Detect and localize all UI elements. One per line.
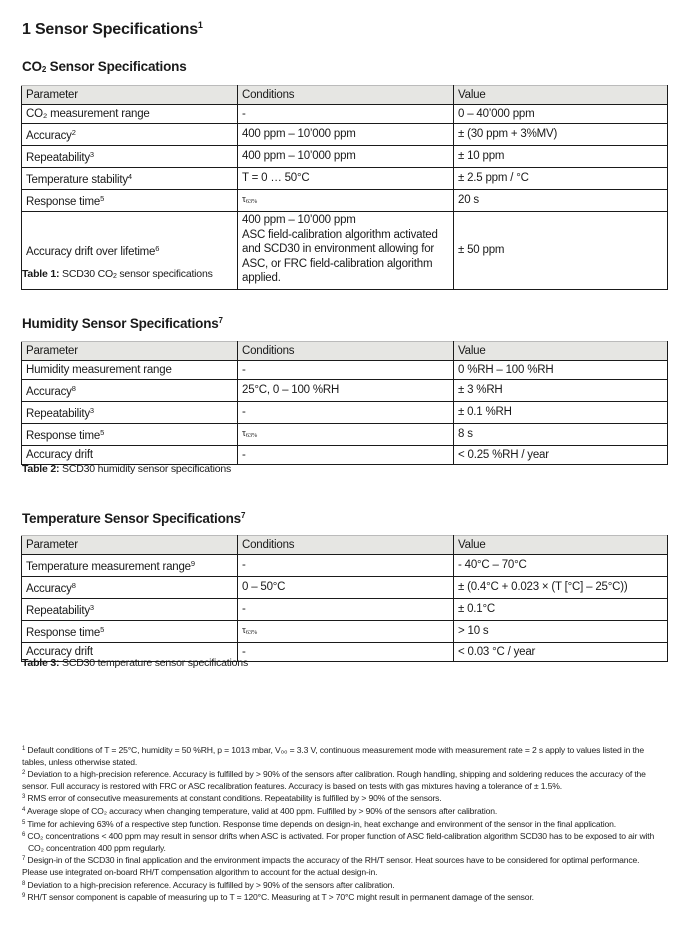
column-header: Value <box>454 536 668 555</box>
value-cell: ± 0.1°C <box>454 599 668 621</box>
parameter-cell <box>22 361 238 380</box>
heading-text: Temperature Sensor Specifications <box>22 511 241 526</box>
value-cell: < 0.25 %RH / year <box>454 446 668 465</box>
footnote-number: 9 <box>22 893 26 900</box>
humidity-section-heading <box>22 316 223 331</box>
conditions-cell <box>238 124 454 146</box>
tau-symbol <box>242 428 257 439</box>
footnote-ref: 7 <box>218 316 223 325</box>
value-cell: 8 s <box>454 424 668 446</box>
value-cell: ± (0.4°C + 0.023 × (T [°C] – 25°C)) <box>454 577 668 599</box>
footnote-ref: 9 <box>190 559 195 568</box>
conditions-cell <box>238 146 454 168</box>
conditions-text: 400 ppm – 10’000 ppm <box>242 128 356 140</box>
footnote-number: 4 <box>22 806 26 813</box>
table-row <box>22 599 668 621</box>
caption-text: SCD30 CO <box>59 268 113 280</box>
footnote-number: 6 <box>22 832 26 839</box>
footnote-number: 5 <box>22 819 26 826</box>
page-title-text: 1 Sensor Specifications <box>22 21 198 38</box>
caption-text: SCD30 humidity sensor specifications <box>59 463 232 475</box>
conditions-text: - <box>242 406 246 418</box>
value-cell: ± 2.5 ppm / °C <box>454 168 668 190</box>
table-row <box>22 361 668 380</box>
footnote-4 <box>22 805 662 818</box>
tau-label: τ <box>242 428 246 439</box>
table-row <box>22 105 668 124</box>
value-cell: 0 – 40’000 ppm <box>454 105 668 124</box>
footnote-text: Default conditions of T = 25°C, humidity = 50 %RH, p = 1013 mbar, V₀₀ = 3.3 V, continuous measurement mode with measurement rate = 2 s apply to values listed in the tables, unless otherwise stated. <box>22 745 645 767</box>
parameter-label: Accuracy drift <box>26 645 93 658</box>
footnote-ref: 3 <box>89 603 94 612</box>
parameter-label: Repeatability <box>26 152 90 164</box>
value-cell: ± 3 %RH <box>454 380 668 402</box>
tau-subscript: 63% <box>245 432 258 439</box>
footnote-ref: 8 <box>71 581 76 590</box>
caption-label: Table 2: <box>22 463 60 475</box>
table-2-caption <box>22 463 231 475</box>
parameter-label: Response time <box>26 430 101 442</box>
table-1-caption <box>22 268 213 280</box>
conditions-text: 0 – 50°C <box>242 581 286 593</box>
heading-subscript: 2 <box>41 65 47 74</box>
footnote-ref: 7 <box>240 511 246 520</box>
conditions-text: - <box>242 107 246 120</box>
column-header: Value <box>454 86 668 105</box>
footnote-text: Deviation to a high-precision reference. Accuracy is fulfilled by > 90% of the sensors after calibration. <box>25 879 395 890</box>
table-row <box>22 190 668 212</box>
page-title <box>22 20 203 39</box>
footnote-ref: 2 <box>71 128 76 137</box>
value-cell: ± (30 ppm + 3%MV) <box>454 124 668 146</box>
caption-label: Table 1: <box>22 268 60 280</box>
footnote-text: Time for achieving 63% of a respective step function. Response time depends on design-in, heat exchange and environment of the sensor in the final application. <box>25 818 617 829</box>
column-header: Parameter <box>22 536 238 555</box>
parameter-label: Accuracy <box>26 386 72 398</box>
parameter-cell <box>22 402 238 424</box>
column-header: Parameter <box>22 342 238 361</box>
heading-text: CO <box>22 59 42 74</box>
table-row <box>22 168 668 190</box>
tau-subscript: 63% <box>245 198 258 205</box>
footnote-text: RMS error of consecutive measurements at constant conditions. Repeatability is fulfilled by > 90% of the sensors. <box>25 793 442 804</box>
footnote-text: Deviation to a high-precision reference. Accuracy is fulfilled by > 90% of the sensors after calibration. Rough handling, shipping and soldering reduces the accuracy of the sensor. Full accuracy is restored with FRC or ASC recalibration features. Accuracy is based on tests with gas mixtures having a tolerance of ± 1.5%. <box>22 769 646 791</box>
parameter-cell <box>22 599 238 621</box>
conditions-cell <box>238 643 454 662</box>
caption-text-suffix: sensor specifications <box>116 268 213 280</box>
parameter-label: Accuracy drift over lifetime <box>26 245 156 258</box>
column-header: Conditions <box>238 342 454 361</box>
footnote-ref: 1 <box>197 20 203 30</box>
parameter-label: Response time <box>26 627 101 639</box>
conditions-text: T = 0 … 50°C <box>242 172 310 184</box>
value-cell: ± 10 ppm <box>454 146 668 168</box>
table-row <box>22 555 668 577</box>
footnote-ref: 5 <box>100 194 105 203</box>
conditions-text: - <box>242 363 246 376</box>
parameter-cell <box>22 124 238 146</box>
table-row <box>22 402 668 424</box>
value-cell: < 0.03 °C / year <box>454 643 668 662</box>
table-row <box>22 621 668 643</box>
conditions-cell <box>238 599 454 621</box>
tau-symbol <box>242 194 257 205</box>
table-header-row <box>22 536 668 555</box>
footnote-1 <box>22 744 662 768</box>
parameter-label: Repeatability <box>26 605 90 617</box>
conditions-text: 25°C, 0 – 100 %RH <box>242 384 340 396</box>
footnote-ref: 3 <box>89 150 94 159</box>
value-cell: > 10 s <box>454 621 668 643</box>
conditions-cell <box>238 555 454 577</box>
footnote-6 <box>22 830 662 854</box>
column-header: Conditions <box>238 86 454 105</box>
value-cell: 0 %RH – 100 %RH <box>454 361 668 380</box>
conditions-cell <box>238 105 454 124</box>
footnote-ref: 4 <box>127 172 132 181</box>
table-row <box>22 446 668 465</box>
parameter-cell <box>22 380 238 402</box>
footnote-text: Design-in of the SCD30 in final application and the environment impacts the accuracy of the RH/T sensor. Heat sources have to be considered for optimal performance. Please use integrated on-board RH/T compensation algorithm to account for the actual design-in. <box>22 855 640 877</box>
table-row <box>22 146 668 168</box>
table-row <box>22 380 668 402</box>
footnotes <box>22 744 662 904</box>
conditions-cell <box>238 424 454 446</box>
parameter-label: Accuracy <box>26 583 72 595</box>
parameter-cell <box>22 105 238 124</box>
co2-spec-table <box>21 85 668 290</box>
heading-text-suffix: Sensor Specifications <box>46 59 187 74</box>
footnote-ref: 6 <box>155 243 160 253</box>
conditions-cell <box>238 212 454 290</box>
tau-label: τ <box>242 194 246 205</box>
parameter-label: Accuracy drift <box>26 448 93 461</box>
column-header: Value <box>454 342 668 361</box>
footnote-7 <box>22 854 662 878</box>
value-cell: ± 50 ppm <box>454 212 668 290</box>
conditions-text: - <box>242 645 246 658</box>
column-header: Parameter <box>22 86 238 105</box>
parameter-label: CO₂ measurement range <box>26 107 150 120</box>
humidity-spec-table <box>21 341 668 465</box>
footnote-3 <box>22 792 662 805</box>
tau-label: τ <box>242 625 246 636</box>
table-header-row <box>22 86 668 105</box>
table-row <box>22 577 668 599</box>
parameter-cell <box>22 555 238 577</box>
footnote-8 <box>22 879 662 892</box>
parameter-cell <box>22 577 238 599</box>
footnote-text: Average slope of CO₂ accuracy when changing temperature, valid at 400 ppm. Fulfilled by > 90% of the sensors after calibration. <box>25 805 498 816</box>
conditions-cell <box>238 361 454 380</box>
tau-subscript: 63% <box>245 629 258 636</box>
footnote-number: 2 <box>22 770 26 777</box>
parameter-cell <box>22 168 238 190</box>
table-3-caption <box>22 657 248 669</box>
parameter-label: Repeatability <box>26 408 90 420</box>
footnote-2 <box>22 768 662 792</box>
caption-label: Table 3: <box>22 657 60 669</box>
conditions-text: - <box>242 603 246 615</box>
parameter-label: Temperature stability <box>26 174 128 186</box>
value-cell: 20 s <box>454 190 668 212</box>
footnote-ref: 5 <box>100 428 105 437</box>
footnote-text: CO₂ concentrations < 400 ppm may result in sensor drifts when ASC is activated. For proper function of ASC field-calibration algorithm SCD30 has to be exposed to air with CO₂ concentration 400 ppm regularly. <box>25 831 655 853</box>
table-row <box>22 124 668 146</box>
table-row <box>22 424 668 446</box>
parameter-label: Humidity measurement range <box>26 363 172 376</box>
footnote-number: 7 <box>22 856 26 863</box>
conditions-text: 400 ppm – 10’000 ppm <box>242 150 356 162</box>
footnote-ref: 3 <box>89 406 94 415</box>
table-header-row <box>22 342 668 361</box>
parameter-label: Response time <box>26 196 101 208</box>
parameter-cell <box>22 190 238 212</box>
conditions-text: ASC field-calibration algorithm activated and SCD30 in environment allowing for ASC, or FRC field-calibration algorithm applied. <box>242 228 438 284</box>
footnote-text: RH/T sensor component is capable of measuring up to T = 120°C. Measuring at T > 70°C might result in permanent damage of the sensor. <box>25 892 534 903</box>
temperature-section-heading <box>22 511 245 526</box>
co2-section-heading <box>22 59 187 74</box>
conditions-cell <box>238 446 454 465</box>
footnote-ref: 8 <box>71 384 76 393</box>
footnote-5 <box>22 818 662 831</box>
footnote-ref: 5 <box>100 625 105 634</box>
tau-symbol <box>242 625 257 636</box>
conditions-text: - <box>242 559 246 571</box>
parameter-label: Accuracy <box>26 130 72 142</box>
value-cell: ± 0.1 %RH <box>454 402 668 424</box>
caption-subscript: 2 <box>112 273 117 280</box>
parameter-cell <box>22 446 238 465</box>
conditions-cell <box>238 168 454 190</box>
conditions-cell <box>238 577 454 599</box>
parameter-label: Temperature measurement range <box>26 561 191 573</box>
column-header: Conditions <box>238 536 454 555</box>
conditions-cell <box>238 621 454 643</box>
conditions-cell <box>238 402 454 424</box>
footnote-number: 8 <box>22 880 26 887</box>
parameter-cell <box>22 424 238 446</box>
parameter-cell <box>22 146 238 168</box>
footnote-number: 3 <box>22 794 26 801</box>
conditions-text: - <box>242 448 246 461</box>
conditions-cell <box>238 380 454 402</box>
conditions-cell <box>238 190 454 212</box>
caption-text: SCD30 temperature sensor specifications <box>59 657 248 669</box>
parameter-cell <box>22 621 238 643</box>
value-cell: - 40°C – 70°C <box>454 555 668 577</box>
temperature-spec-table <box>21 535 668 662</box>
footnote-number: 1 <box>22 746 26 752</box>
footnote-9 <box>22 891 662 904</box>
conditions-text: 400 ppm – 10’000 ppm <box>242 214 356 226</box>
heading-text: Humidity Sensor Specifications <box>22 316 219 331</box>
